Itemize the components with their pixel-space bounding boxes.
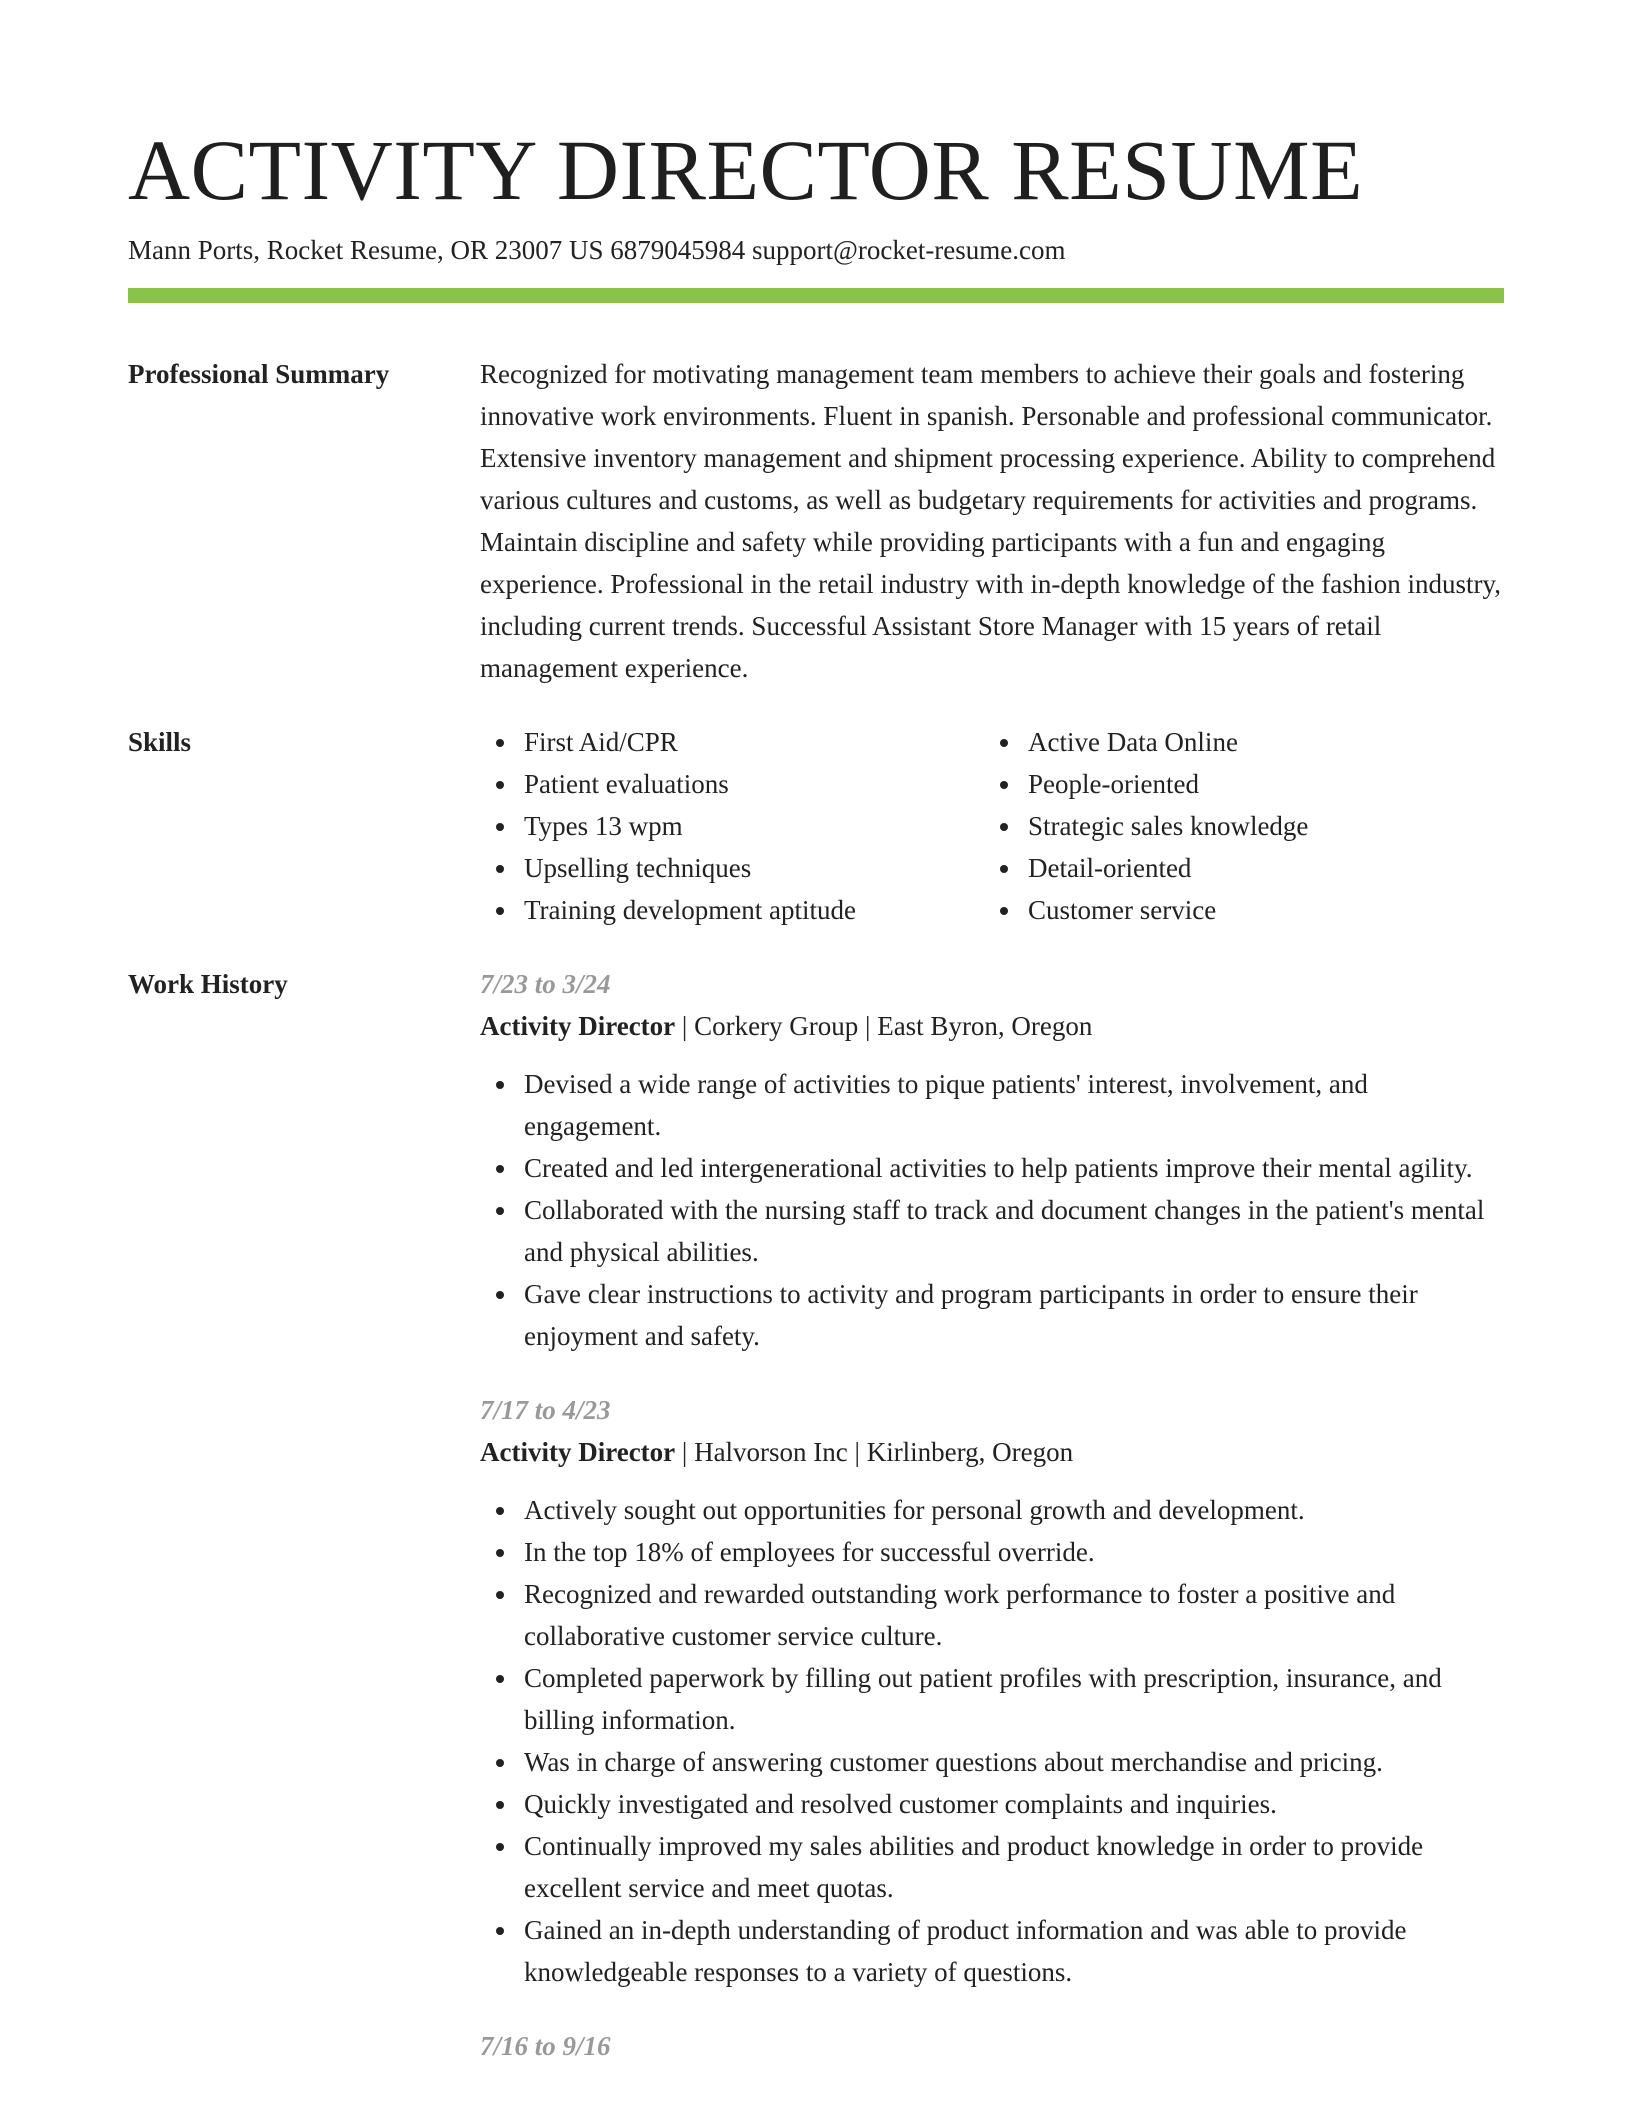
job-bullet: Actively sought out opportunities for personal growth and development. (480, 1489, 1504, 1531)
skill-item: Patient evaluations (480, 763, 984, 805)
skills-columns (480, 721, 1504, 931)
skills-section (128, 721, 1504, 931)
job-entry (480, 963, 1504, 1357)
job-bullet: In the top 18% of employees for successful override. (480, 1531, 1504, 1573)
job-bullet: Was in charge of answering customer questions about merchandise and pricing. (480, 1741, 1504, 1783)
skill-item: Training development aptitude (480, 889, 984, 931)
skill-item: Detail-oriented (984, 847, 1308, 889)
work-history-section (128, 963, 1504, 2067)
header-divider (128, 288, 1504, 303)
job-bullet: Collaborated with the nursing staff to track and document changes in the patient's mental and physical abilities. (480, 1189, 1504, 1273)
job-date: 7/17 to 4/23 (480, 1395, 611, 1425)
job-bullet: Gained an in-depth understanding of product information and was able to provide knowledgeable responses to a variety of questions. (480, 1909, 1504, 1993)
section-label: Skills (128, 727, 192, 757)
skills-list-right (984, 721, 1308, 931)
job-company-location: | Halvorson Inc | Kirlinberg, Oregon (675, 1437, 1074, 1467)
job-bullet: Recognized and rewarded outstanding work performance to foster a positive and collaborative customer service culture. (480, 1573, 1504, 1657)
contact-line: Mann Ports, Rocket Resume, OR 23007 US 6879045984 support@rocket-resume.com (128, 235, 1066, 265)
job-bullets (480, 1063, 1504, 1357)
job-bullet: Gave clear instructions to activity and program participants in order to ensure their enjoyment and safety. (480, 1273, 1504, 1357)
section-body (480, 353, 1504, 689)
jobs-list (480, 963, 1504, 2067)
job-bullet: Continually improved my sales abilities and product knowledge in order to provide excellent service and meet quotas. (480, 1825, 1504, 1909)
job-bullet: Devised a wide range of activities to pique patients' interest, involvement, and engagement. (480, 1063, 1504, 1147)
job-heading (480, 1431, 1504, 1473)
job-heading (480, 1005, 1504, 1047)
skill-item: Strategic sales knowledge (984, 805, 1308, 847)
job-title: Activity Director (480, 1011, 676, 1041)
job-bullet: Created and led intergenerational activities to help patients improve their mental agility. (480, 1147, 1504, 1189)
skills-list-left (480, 721, 984, 931)
job-company-location: | Corkery Group | East Byron, Oregon (675, 1011, 1093, 1041)
skill-item: Customer service (984, 889, 1308, 931)
section-label: Professional Summary (128, 359, 390, 389)
job-bullet: Quickly investigated and resolved customer complaints and inquiries. (480, 1783, 1504, 1825)
skill-item: First Aid/CPR (480, 721, 984, 763)
job-entry (480, 2025, 1504, 2067)
skill-item: Upselling techniques (480, 847, 984, 889)
job-date: 7/23 to 3/24 (480, 969, 611, 999)
job-date: 7/16 to 9/16 (480, 2031, 611, 2061)
section-body (480, 721, 1504, 931)
resume-page (128, 120, 1504, 2067)
section-label: Work History (128, 969, 288, 999)
skill-item: People-oriented (984, 763, 1308, 805)
job-entry (480, 1389, 1504, 1993)
professional-summary-section (128, 353, 1504, 689)
job-bullets (480, 1489, 1504, 1993)
skill-item: Active Data Online (984, 721, 1308, 763)
summary-text: Recognized for motivating management team members to achieve their goals and fostering innovative work environments. Fluent in spanish. Personable and professional communicator. Extensive inventory management and shipment processing experience. Ability to comprehend various cultures and customs, as well as budgetary requirements for activities and programs. Maintain discipline and safety while providing participants with a fun and engaging experience. Professional in the retail industry with in-depth knowledge of the fashion industry, including current trends. Successful Assistant Store Manager with 15 years of retail management experience. (480, 359, 1502, 683)
resume-title: ACTIVITY DIRECTOR RESUME (128, 122, 1364, 218)
job-title: Activity Director (480, 1437, 676, 1467)
skill-item: Types 13 wpm (480, 805, 984, 847)
job-bullet: Completed paperwork by filling out patient profiles with prescription, insurance, and billing information. (480, 1657, 1504, 1741)
